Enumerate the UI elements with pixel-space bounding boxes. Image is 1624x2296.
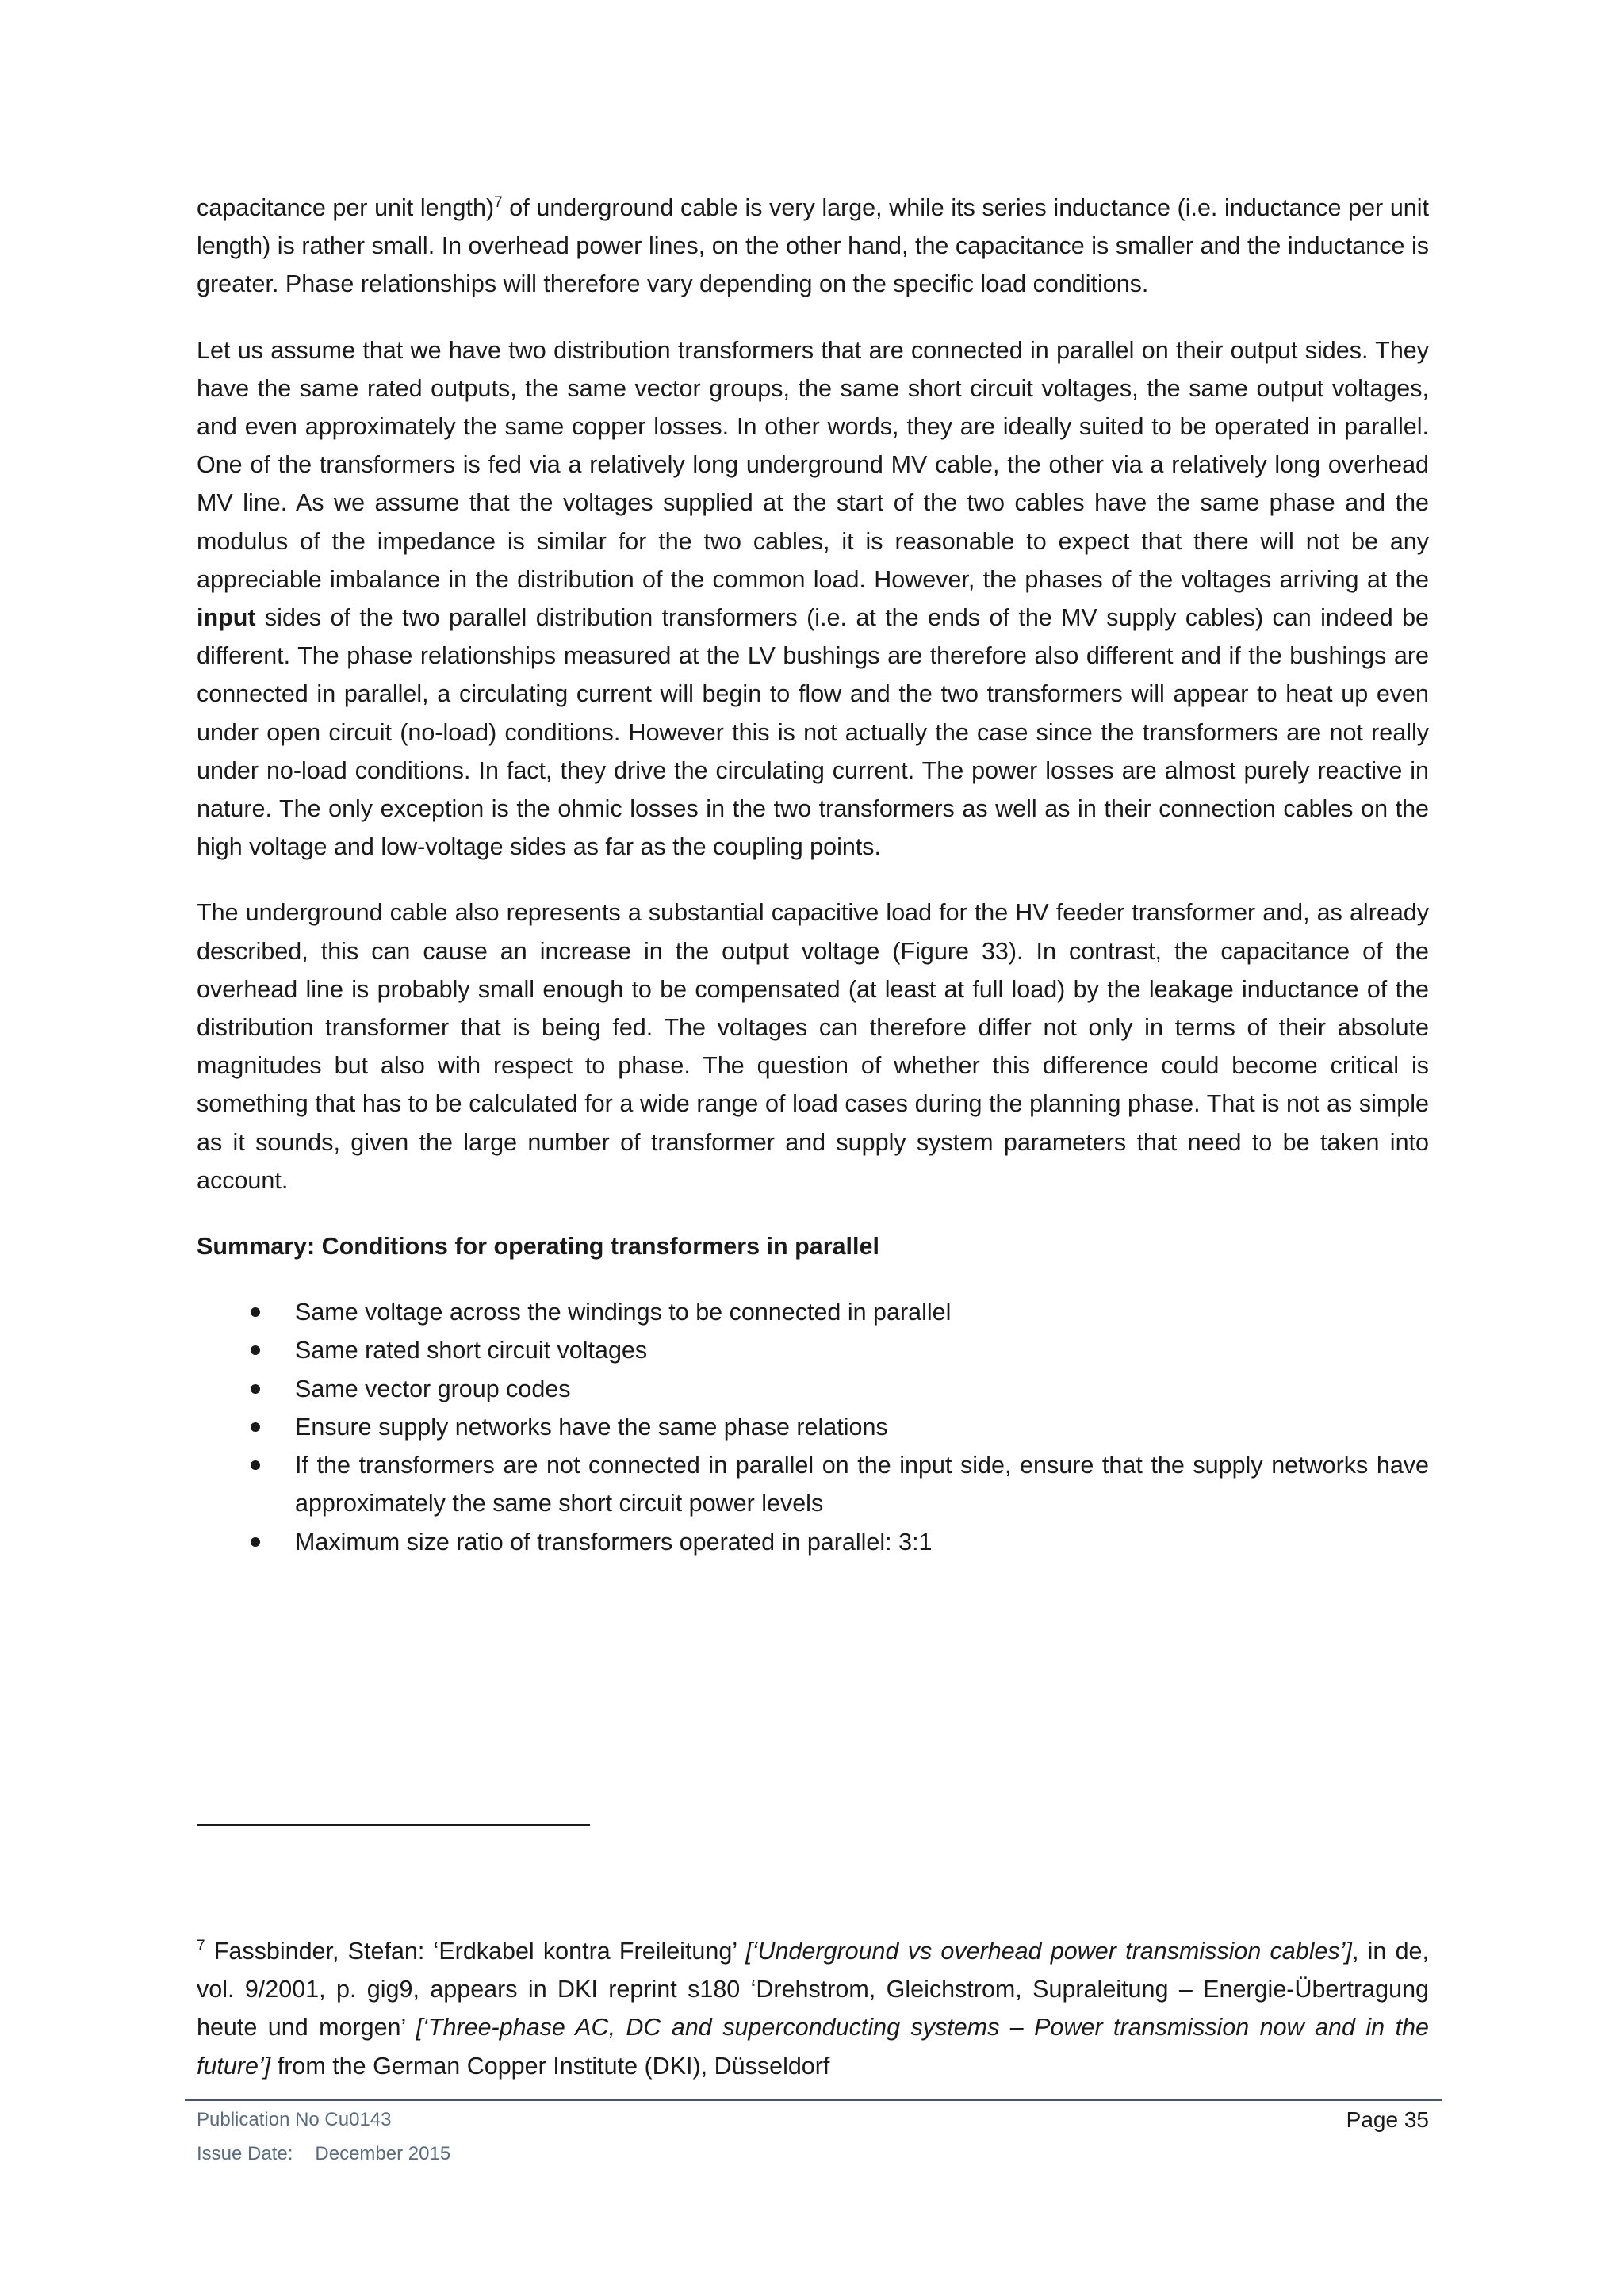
paragraph-1-text-b: of underground cable is very large, while its series inductance (i.e. inductance per unit length) is rather small. In overhead power lines, on the other hand, the capacitance is smaller and the inductance is greater. Phase relationships will therefore vary depending on the specific load conditions. <box>197 194 1429 298</box>
paragraph-2-text-a: Let us assume that we have two distribution transformers that are connected in parallel on their output sides. They have the same rated outputs, the same vector groups, the same short circuit voltages, the same output voltages, and even approximately the same copper losses. In other words, they are ideally suited to be operated in parallel. One of the transformers is fed via a relatively long underground MV cable, the other via a relatively long overhead MV line. As we assume that the voltages supplied at the start of the two cables have the same phase and the modulus of the impedance is similar for the two cables, it is reasonable to expect that there will not be any appreciable imbalance in the distribution of the common load. However, the phases of the voltages arriving at the <box>197 336 1429 593</box>
footnote-number: 7 <box>197 1937 205 1954</box>
bullet-icon <box>251 1307 260 1317</box>
list-item <box>197 1370 1429 1408</box>
paragraph-1 <box>197 189 1429 304</box>
bullet-icon <box>251 1422 260 1432</box>
list-item-text: If the transformers are not connected in parallel on the input side, ensure that the supply networks have approximately the same short circuit power levels <box>295 1452 1429 1517</box>
list-item-text: Maximum size ratio of transformers operated in parallel: 3:1 <box>295 1528 933 1556</box>
footnote-separator <box>197 1824 590 1826</box>
list-item-text: Same voltage across the windings to be connected in parallel <box>295 1299 952 1326</box>
list-item <box>197 1523 1429 1561</box>
list-item <box>197 1331 1429 1369</box>
list-item <box>197 1446 1429 1522</box>
bullet-icon <box>251 1384 260 1394</box>
issue-date-label: Issue Date: <box>197 2143 293 2164</box>
footnote-text-a: Fassbinder, Stefan: ‘Erdkabel kontra Freileitung’ <box>205 1938 746 1965</box>
list-item <box>197 1293 1429 1331</box>
publication-number: Publication No Cu0143 <box>197 2109 392 2130</box>
footnote-ref[interactable]: 7 <box>494 193 503 211</box>
list-item-text: Ensure supply networks have the same phase relations <box>295 1413 888 1441</box>
footnote-text-c: from the German Copper Institute (DKI), Düsseldorf <box>270 2052 830 2080</box>
list-item-text: Same rated short circuit voltages <box>295 1337 648 1364</box>
issue-date <box>197 2143 450 2165</box>
bullet-icon <box>251 1460 260 1470</box>
paragraph-1-text-a: capacitance per unit length) <box>197 194 495 221</box>
list-item-text: Same vector group codes <box>295 1375 571 1402</box>
page-number: Page 35 <box>1346 2107 1429 2132</box>
bullet-icon <box>251 1345 260 1355</box>
summary-heading: Summary: Conditions for operating transformers in parallel <box>197 1233 879 1261</box>
issue-date-value: December 2015 <box>315 2143 451 2164</box>
footnote <box>197 1932 1429 2085</box>
footnote-text-b: , in de, vol. 9/2001, p. gig9, appears in DKI reprint s180 ‘Drehstrom, Gleichstrom, Supraleitung – Energie-Übertragung heute und morgen’ <box>197 1938 1429 2042</box>
paragraph-3: The underground cable also represents a substantial capacitive load for the HV feeder transformer and, as already described, this can cause an increase in the output voltage (Figure 33). In contrast, the capacitance of the overhead line is probably small enough to be compensated (at least at full load) by the leakage inductance of the distribution transformer that is being fed. The voltages can therefore differ not only in terms of their absolute magnitudes but also with respect to phase. The question of whether this difference could become critical is something that has to be calculated for a wide range of load cases during the planning phase. That is not as simple as it sounds, given the large number of transformer and supply system parameters that need to be taken into account. <box>197 899 1429 1194</box>
paragraph-2-text-b: sides of the two parallel distribution transformers (i.e. at the ends of the MV supply cables) can indeed be different. The phase relationships measured at the LV bushings are therefore also different and if the bushings are connected in parallel, a circulating current will begin to flow and the two transformers will appear to heat up even under open circuit (no-load) conditions. However this is not actually the case since the transformers are not really under no-load conditions. In fact, they drive the circulating current. The power losses are almost purely reactive in nature. The only exception is the ohmic losses in the two transformers as well as in their connection cables on the high voltage and low-voltage sides as far as the coupling points. <box>197 604 1429 861</box>
body-text <box>197 189 1429 1561</box>
paragraph-2-bold: input <box>197 604 256 632</box>
footer-divider <box>185 2099 1442 2101</box>
summary-list <box>197 1293 1429 1560</box>
list-item <box>197 1408 1429 1446</box>
footnote-italic-a: [‘Underground vs overhead power transmission cables’] <box>745 1938 1352 1965</box>
paragraph-2 <box>197 331 1429 867</box>
footnote-italic-b: [‘Three-phase AC, DC and superconducting systems – Power transmission now and in the future’] <box>197 2014 1429 2080</box>
bullet-icon <box>251 1537 260 1547</box>
